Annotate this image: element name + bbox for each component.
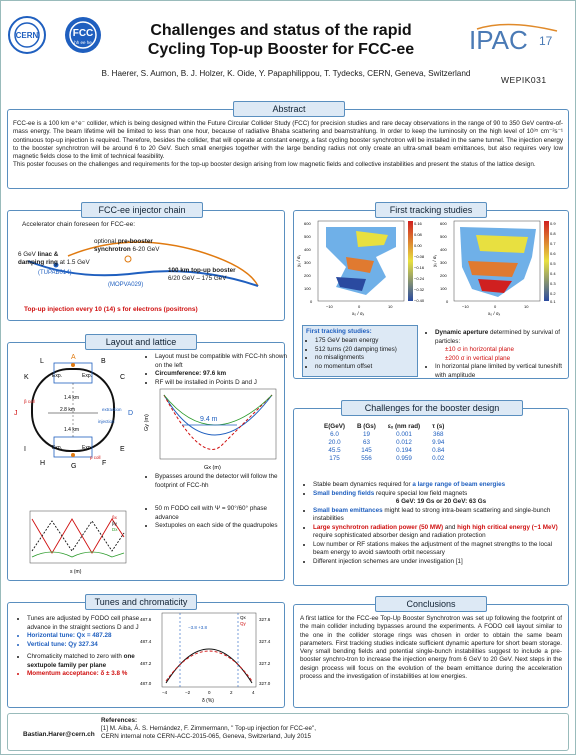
poster-title: Challenges and status of the rapid Cycling Top-up Booster for FCC-ee	[147, 22, 415, 58]
svg-text:−0.24: −0.24	[414, 276, 425, 281]
svg-text:K: K	[24, 374, 29, 381]
svg-text:−0.40: −0.40	[414, 298, 425, 303]
table-row: 45.5 145 0.194 0.84	[328, 447, 445, 454]
horizontal-tune: • Horizontal tune: Qx = 487.28	[27, 632, 145, 641]
svg-text:y₀ / σᵧ: y₀ / σᵧ	[432, 254, 437, 267]
svg-text:−10: −10	[462, 304, 469, 309]
topup-rate: Top-up injection every 10 (14) s for electrons (positrons)	[24, 306, 198, 313]
lattice-box	[7, 342, 285, 581]
svg-text:500: 500	[440, 234, 447, 239]
svg-text:−4: −4	[162, 690, 168, 695]
authors: B. Haerer, S. Aumon, B. J. Holzer, K. Oide, Y. Papaphilippou, T. Tydecks, CERN, Geneva, Switzerland	[101, 69, 471, 78]
references: References: [1] M. Aiba, Á. S. Hernández, F. Zimmermann, " Top-up injection for FCC-ee", CERN internal note CERN-ACC-2015-065, Geneva, Switzerland, July 2015	[101, 717, 317, 740]
tracking-plot-right	[432, 217, 566, 317]
svg-text:Gy (m): Gy (m)	[144, 414, 150, 431]
svg-text:C: C	[120, 374, 126, 381]
svg-text:0.00: 0.00	[414, 243, 422, 248]
svg-text:300: 300	[440, 260, 447, 265]
svg-text:600: 600	[304, 221, 311, 226]
tupab-ref: (TUPAB014)	[38, 270, 72, 276]
bypass-bullet: • Bypasses around the detector will follow the footprint of FCC-hh	[146, 473, 287, 490]
svg-text:I: I	[24, 446, 26, 453]
svg-text:0: 0	[310, 299, 313, 304]
table-header: E(GeV) B (Gs) εₓ (nm rad) τ (s)	[324, 423, 445, 430]
svg-text:0.8: 0.8	[550, 231, 556, 236]
svg-text:10: 10	[524, 304, 529, 309]
svg-text:p coll: p coll	[90, 455, 101, 460]
svg-text:0: 0	[208, 690, 211, 695]
svg-text:CERN: CERN	[15, 31, 39, 40]
svg-text:0.3: 0.3	[550, 281, 556, 286]
ipac-logo	[467, 17, 567, 61]
lattice-heading: Layout and lattice	[85, 334, 197, 350]
tunes-bullets: • Tunes are adjusted by FODO cell phase advance in the straight sections D and J • Horizontal tune: Qx = 487.28 • Vertical tune: Qy 327.34 • Chromaticity matched to zero with one sextupole family per plane • Momentum acceptance: δ ± 3.8 %	[18, 615, 145, 679]
svg-text:H: H	[40, 460, 46, 467]
svg-text:−3.8 +3.8: −3.8 +3.8	[188, 625, 208, 630]
fcc-layout-diagram	[10, 351, 138, 469]
svg-text:0.4: 0.4	[550, 271, 556, 276]
topup-label: 100 km top-up booster 6/20 GeV – 175 GeV	[168, 267, 236, 282]
svg-text:400: 400	[440, 247, 447, 252]
chromaticity-plot	[140, 605, 282, 705]
conclusions-text: A first lattice for the FCC-ee Top-Up Booster Synchrotron was set up following the footprint of the main collider including bypasses around the experiments. A FODO cell layout similar to the one in the collider storage rings was chosen in order to obtain the same beam parameters. First tracking studies indicate sufficient dynamic aperture for short beam storage. Very small bending fields and potential single-bunch instabilities suggest to include a pre-booster synchro-tron to increase the injection energy from 6 GeV to 20 GeV. Next steps in the design process will focus on the evolution of the beam emittance during the acceleration process and the investigation of instabilities at low energies.	[300, 615, 562, 681]
svg-text:2.8 km: 2.8 km	[60, 407, 76, 413]
svg-text:327.0: 327.0	[259, 681, 271, 686]
svg-text:G: G	[71, 463, 77, 469]
svg-text:487.6: 487.6	[140, 617, 152, 622]
momentum-acceptance: • Momentum acceptance: δ ± 3.8 %	[27, 670, 145, 679]
svg-text:500: 500	[304, 234, 311, 239]
svg-text:βx: βx	[112, 515, 117, 520]
svg-text:−10: −10	[326, 304, 333, 309]
svg-text:487.0: 487.0	[140, 681, 152, 686]
optics-plot	[12, 507, 144, 577]
vertical-tune: • Vertical tune: Qy 327.34	[27, 641, 145, 650]
contact-email[interactable]: Bastian.Harer@cern.ch	[23, 731, 95, 738]
challenges-bullets: • Stable beam dynamics required for a large range of beam energies • Small bending fields require special low field magnets 6 GeV: 19 Gs or 20 GeV: 63 Gs • Small beam emittances might lead to strong intra-beam scattering and single-bunch instabilities • Large synchrotron radiation power (50 MW) and high high critical energy (~1 MeV) require sophisticated absorber design and radiation protection • Low number or RF stations makes the adjustment of the magnet strengths to the local beam energy to avoid sawtooth orbit necessary • Different injection schemes are under investigation [1]	[304, 481, 569, 566]
svg-text:100: 100	[304, 286, 311, 291]
svg-text:0.7: 0.7	[550, 241, 556, 246]
svg-text:x₀ / σₓ: x₀ / σₓ	[352, 311, 365, 316]
svg-text:487.4: 487.4	[140, 639, 152, 644]
lattice-bullets	[146, 353, 287, 387]
svg-text:βy: βy	[112, 521, 117, 526]
svg-text:Exp.: Exp.	[82, 445, 93, 451]
svg-text:327.6: 327.6	[259, 617, 271, 622]
svg-text:0.5: 0.5	[550, 261, 556, 266]
injector-box	[7, 210, 285, 321]
injector-intro: Accelerator chain foreseen for FCC-ee:	[22, 221, 136, 228]
abstract-box	[7, 109, 569, 189]
abstract-text: FCC-ee is a 100 km e⁺e⁻ collider, which is being designed within the Future Circular Collider Study (FCC) for precision studies and rare decay observations in the range of 90 to 350 GeV centre-of-mass energy. The beam lifetime will be limited to less than one hour, because of radiative Bhaba scattering and beamstrahlung. In order to keep the luminosity on the high level of 10³⁵ cm⁻²s⁻¹ continuous top-up injection is required. Therefore, besides the collider, that will operate at constant energy, a fast cycling booster synchrotron will be installed in the same tunnel. The injection energy to the booster synchrotron will be around 6 to 20 GeV. Such small energies together with the large bending radius not only create an ultra-small beam emittances, but also requires very low magnetic fields close to the limit of technical feasibility. This poster focuses on the challenges and requirements for the top-up booster design arising from low magnetic fields and collective instabilities and present the status of the lattice design.	[13, 120, 563, 169]
table-row: 20.0 63 0.012 9.94	[328, 439, 445, 446]
svg-text:A: A	[71, 354, 76, 361]
tunes-box	[7, 602, 285, 708]
svg-text:10: 10	[388, 304, 393, 309]
svg-text:300: 300	[304, 260, 311, 265]
svg-text:s (m): s (m)	[70, 569, 82, 575]
svg-text:hh ee he: hh ee he	[74, 40, 92, 45]
svg-text:17: 17	[539, 34, 553, 48]
fodo-bullets: • 50 m FODO cell with Ψ = 90°/60° phase advance • Sextupoles on each side of the quadrupoles	[146, 505, 287, 531]
svg-text:200: 200	[440, 273, 447, 278]
svg-text:β coll: β coll	[24, 399, 35, 404]
svg-text:9.4 m: 9.4 m	[200, 416, 218, 423]
svg-text:E: E	[120, 446, 125, 453]
svg-text:327.4: 327.4	[259, 639, 271, 644]
prebooster-label: optional pre-booster synchrotron 6-20 GeV	[94, 238, 160, 253]
svg-text:0: 0	[494, 304, 497, 309]
abstract-heading: Abstract	[233, 101, 345, 117]
svg-text:0.1: 0.1	[550, 299, 556, 304]
svg-text:L: L	[40, 358, 44, 365]
tracking-info-box: First tracking studies: • 175 GeV beam energy • 512 turns (20 damping times) • no misalignments • no momentum offset	[302, 325, 418, 377]
svg-text:Qx: Qx	[240, 615, 246, 620]
svg-text:0.6: 0.6	[550, 251, 556, 256]
tunes-heading: Tunes and chromaticity	[85, 594, 197, 610]
tracking-plot-left	[296, 217, 430, 317]
svg-text:y₀ / σᵧ: y₀ / σᵧ	[296, 254, 301, 267]
bypass-footprint-plot	[142, 385, 280, 471]
svg-text:−2: −2	[185, 690, 191, 695]
svg-text:100: 100	[440, 286, 447, 291]
svg-text:0: 0	[358, 304, 361, 309]
svg-text:0.16: 0.16	[414, 221, 422, 226]
svg-text:extraction: extraction	[102, 407, 122, 412]
svg-text:δ (%): δ (%)	[202, 698, 214, 704]
svg-text:Qy: Qy	[240, 621, 246, 626]
lattice-bullet: • Layout must be compatible with FCC-hh shown on the left	[155, 353, 287, 370]
svg-text:200: 200	[304, 273, 311, 278]
svg-text:F: F	[102, 460, 107, 467]
svg-text:400: 400	[304, 247, 311, 252]
conclusions-box	[293, 604, 569, 708]
challenges-table	[318, 423, 450, 463]
challenges-heading: Challenges for the booster design	[341, 400, 523, 416]
tracking-heading: First tracking studies	[375, 202, 487, 218]
table-row: 6.0 19 0.001 368	[330, 431, 444, 438]
svg-text:−0.16: −0.16	[414, 265, 425, 270]
poster-header	[1, 1, 575, 101]
svg-text:−0.32: −0.32	[414, 287, 425, 292]
svg-text:327.2: 327.2	[259, 661, 271, 666]
svg-text:injection: injection	[98, 419, 115, 424]
lattice-bullet: • Circumference: 97.6 km	[155, 370, 287, 379]
svg-text:J: J	[14, 410, 18, 417]
svg-text:x₀ / σₓ: x₀ / σₓ	[488, 311, 501, 316]
svg-text:1.4 km: 1.4 km	[64, 427, 80, 433]
lattice-bullet: • RF will be installed in Points D and J	[155, 379, 287, 388]
svg-text:1.4 km: 1.4 km	[64, 395, 80, 401]
svg-text:B: B	[101, 358, 106, 365]
tracking-box	[293, 210, 569, 379]
svg-text:0.9: 0.9	[550, 221, 556, 226]
challenges-box	[293, 408, 569, 586]
linac-label: 6 GeV linac & damping ring at 1.5 GeV	[18, 251, 90, 266]
injector-heading: FCC-ee injector chain	[81, 202, 203, 218]
fcc-logo	[63, 15, 103, 55]
cern-logo	[7, 15, 47, 55]
svg-text:Exp.: Exp.	[82, 373, 93, 379]
svg-text:IPAC: IPAC	[469, 25, 528, 55]
svg-text:FCC: FCC	[72, 28, 94, 39]
svg-text:−0.08: −0.08	[414, 254, 425, 259]
svg-text:Gx (m): Gx (m)	[204, 465, 221, 471]
svg-text:2: 2	[230, 690, 233, 695]
conclusions-heading: Conclusions	[375, 596, 487, 612]
svg-text:600: 600	[440, 221, 447, 226]
svg-text:Exp.: Exp.	[52, 445, 63, 451]
svg-text:0: 0	[446, 299, 449, 304]
svg-text:D: D	[128, 410, 134, 417]
svg-text:4: 4	[252, 690, 255, 695]
table-row: 175 556 0.959 0.02	[329, 455, 445, 462]
svg-text:Dx: Dx	[112, 527, 118, 532]
mopva-ref: (MOPVA029)	[108, 282, 144, 288]
poster-id: WEPIK031	[501, 75, 547, 85]
svg-text:487.2: 487.2	[140, 661, 152, 666]
dynamic-aperture-bullets: • Dynamic aperture determined by survival of particles: ±10 σ in horizontal plane ±200 σ in vertical plane • In horizontal plane limited by vertical tuneshift with amplitude	[426, 329, 573, 380]
svg-text:0.08: 0.08	[414, 232, 422, 237]
svg-text:Exp.: Exp.	[52, 373, 63, 379]
svg-text:0.2: 0.2	[550, 291, 556, 296]
